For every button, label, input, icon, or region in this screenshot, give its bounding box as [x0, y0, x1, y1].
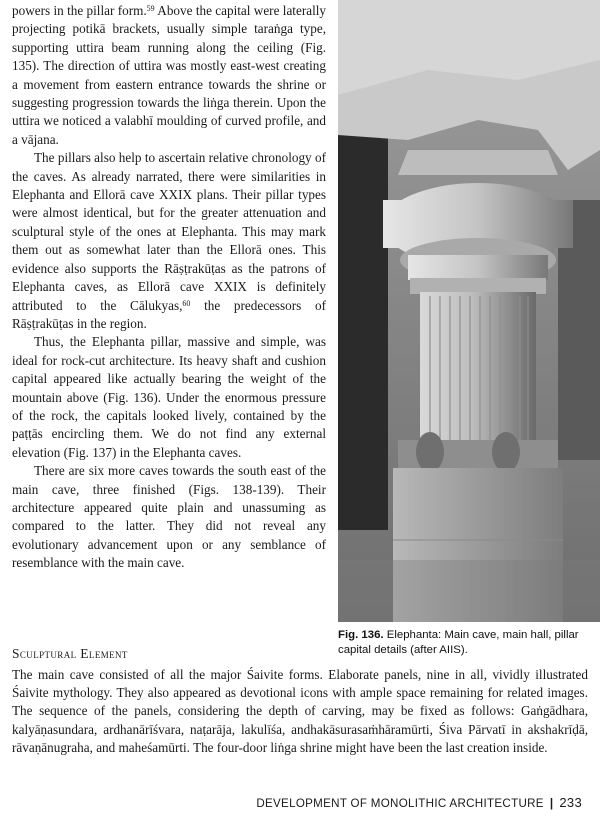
- paragraph-elephanta-pillar: Thus, the Elephanta pillar, massive and simple, was ideal for rock-cut architecture. Its heavy shaft and cushion capital appeared like actually bearing the weight of the mountain above (Fig. 136). Under the enormous pressure of the rock, the capitals looked lively, contained by the paṭṭās encircling them. We do not find any external elevation (Fig. 137) in the Elephanta caves.: [12, 334, 326, 460]
- paragraph-other-caves: There are six more caves towards the south east of the main cave, three finished (Figs. 138-139). Their architecture appeared quite plain and unassuming as compared to the latter. They did not reveal any evolutionary advancement upon or any semblance of resemblance with the main cave.: [12, 463, 326, 571]
- paragraph-text: Above the capital were laterally projecting potikā brackets, usually simple taraṅga type, supporting uttira beam running along the ceiling (Fig. 135). The direction of uttira was mostly east-west creating a movement from eastern entrance towards the shrine or suggesting progression towards the liṅga therein. Upon the uttira we noticed a valabhī moulding of curved profile, and a vājana.: [12, 3, 326, 147]
- footnote-ref-60[interactable]: 60: [182, 298, 191, 308]
- figure-label: Fig. 136.: [338, 629, 384, 641]
- main-text-column: [12, 2, 326, 573]
- paragraph-text: The pillars also help to ascertain relative chronology of the caves. As already narrated, there were similarities in Elephanta and Ellorā cave XXIX plans. Their pillar types were almost identical, but for the greater attenuation and sculptural style of the ones at Elephanta. This may mark them out as somewhat later than the Ellorā ones. This evidence also supports the Rāṣṭrakūṭas as the patrons of Elephanta caves, as Ellorā cave XXIX is definitely attributed to the Cālukyas,: [12, 150, 326, 313]
- paragraph-text: the predecessors of Rāṣṭrakūṭas in the region.: [12, 297, 326, 331]
- paragraph-text: powers in the pillar form.: [12, 3, 147, 18]
- footer-separator: |: [549, 797, 554, 810]
- page-number: 233: [559, 795, 582, 810]
- running-title: DEVELOPMENT OF MONOLITHIC ARCHITECTURE: [256, 797, 544, 810]
- page-footer: [256, 795, 582, 810]
- paragraph-chronology: [12, 149, 326, 333]
- figure-caption: [338, 628, 596, 658]
- section-heading: Sculptural Element: [12, 646, 128, 661]
- paragraph-sculptural: The main cave consisted of all the major Śaivite forms. Elaborate panels, nine in all, vividly illustrated Śaivite mythology. They also appeared as devotional icons with ample space remaining for related images. The sequence of the panels, considering the depth of carving, may be fixed as follows: Gaṅgādhara, kalyāṇasundara, ardhanārīśvara, naṭarāja, lakulīśa, andhakāsurasaṁhāramūrti, Śiva Pārvatī in akshakrīḍā, rāvaṇānugraha, and maheśamūrti. The four-door liṅga shrine might have been the last creation inside.: [12, 667, 588, 755]
- pillar-photograph: [338, 0, 600, 622]
- figure-caption-text: Elephanta: Main cave, main hall, pillar capital details (after AIIS).: [338, 629, 579, 656]
- section-body: [12, 666, 588, 757]
- footnote-ref-59[interactable]: 59: [146, 4, 155, 13]
- pillar-photo-illustration: [338, 0, 600, 622]
- paragraph-pillar-brackets: [12, 2, 326, 149]
